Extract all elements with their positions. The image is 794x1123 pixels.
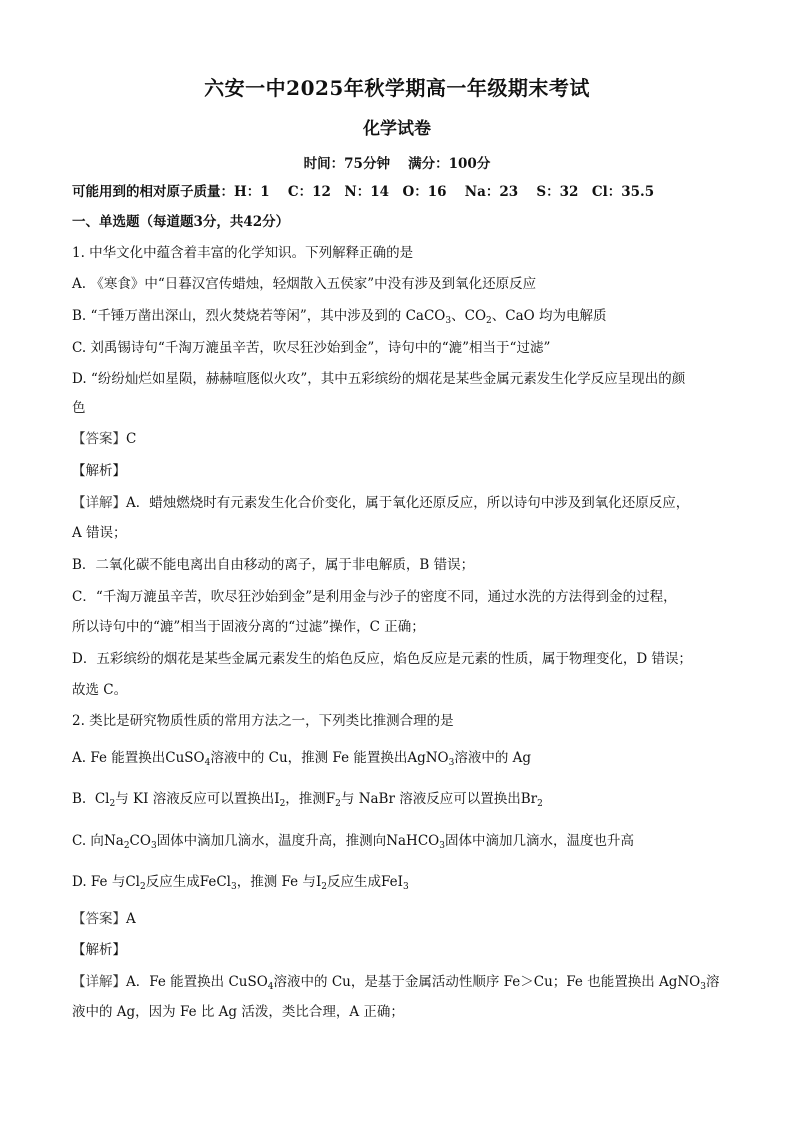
question-1-option-b: B. “千锤万凿出深山，烈火焚烧若等闲”，其中涉及到的 CaCO$_3$、$CO_2$、CaO 均为电解质	[72, 308, 607, 326]
answer-value: C	[126, 431, 137, 447]
answer-value: A	[126, 911, 136, 927]
question-1-explanation-c-line1: C．“千淘万漉虽辛苦，吹尽狂沙始到金”是利用金与沙子的密度不同，通过水洗的方法得到金的过程，	[72, 589, 677, 605]
exam-subtitle: 化学试卷	[363, 119, 431, 139]
question-1-option-c: C. 刘禹锡诗句“千淘万漉虽辛苦，吹尽狂沙始到金”，诗句中的“漉”相当于“过滤”	[72, 340, 551, 356]
question-1-analysis-tag: 【解析】	[72, 463, 126, 479]
question-2-option-b: B. $Cl_2$与 KI 溶液反应可以置换出$I_2$，推测$F_2$与 NaBr 溶液反应可以置换出$Br_2$	[72, 791, 543, 809]
exam-title: 六安一中2025年秋学期高一年级期末考试	[204, 76, 590, 100]
section-heading: 一、单选题（每道题3分，共42分）	[72, 214, 290, 230]
question-1-option-a: A. 《寒食》中“日暮汉宫传蜡烛，轻烟散入五侯家”中没有涉及到氧化还原反应	[72, 276, 537, 292]
question-1-option-d-line1: D. “纷纷灿烂如星陨，赫赫喧豗似火攻”，其中五彩缤纷的烟花是某些金属元素发生化学反应呈现出的颜	[72, 371, 686, 387]
atomic-masses: 可能用到的相对原子质量：H：1 C：12 N：14 O：16 Na：23 S：32 Cl：35.5	[72, 184, 655, 200]
question-2-option-a: A. Fe 能置换出CuSO$_4$溶液中的 Cu，推测 Fe 能置换出AgNO$_3$溶液中的 Ag	[72, 750, 532, 768]
question-2-analysis-tag: 【解析】	[72, 942, 126, 958]
question-2-answer	[72, 909, 722, 929]
question-2-option-d: D. Fe 与$Cl_2$反应生成FeCl$_3$，推测 Fe 与$I_2$反应生成FeI$_3$	[72, 874, 409, 892]
question-1-explanation-c-line2: 所以诗句中的“漉”相当于固液分离的“过滤”操作，C 正确；	[72, 619, 425, 635]
question-1-conclusion: 故选 C。	[72, 682, 128, 698]
question-1-explanation-a-line2: A 错误；	[72, 525, 127, 541]
answer-tag: 【答案】	[72, 911, 126, 927]
answer-tag: 【答案】	[72, 431, 126, 447]
question-1-stem: 1. 中华文化中蕴含着丰富的化学知识。下列解释正确的是	[72, 245, 414, 261]
question-2-explanation-a-line1: 【详解】A．Fe 能置换出 CuSO$_4$溶液中的 Cu，是基于金属活动性顺序 Fe＞Cu；Fe 也能置换出 AgNO$_3$溶	[72, 974, 720, 992]
question-1-answer	[72, 429, 722, 449]
question-1-explanation-a-line1: 【详解】A．蜡烛燃烧时有元素发生化合价变化，属于氧化还原反应，所以诗句中涉及到氧化还原反应，	[72, 495, 690, 511]
question-2-explanation-a-line2: 液中的 Ag，因为 Fe 比 Ag 活泼，类比合理，A 正确；	[72, 1004, 404, 1020]
exam-time-info: 时间：75分钟 满分：100分	[303, 156, 491, 172]
question-1-explanation-b: B．二氧化碳不能电离出自由移动的离子，属于非电解质，B 错误；	[72, 557, 475, 573]
question-2-stem: 2. 类比是研究物质性质的常用方法之一，下列类比推测合理的是	[72, 713, 454, 729]
question-1-option-d-line2: 色	[72, 400, 86, 416]
question-2-option-c: C. 向$Na_2CO_3$固体中滴加几滴水，温度升高，推测向NaHCO$_3$固体中滴加几滴水，温度也升高	[72, 833, 634, 851]
question-1-explanation-d: D．五彩缤纷的烟花是某些金属元素发生的焰色反应，焰色反应是元素的性质，属于物理变化，D 错误；	[72, 651, 692, 667]
